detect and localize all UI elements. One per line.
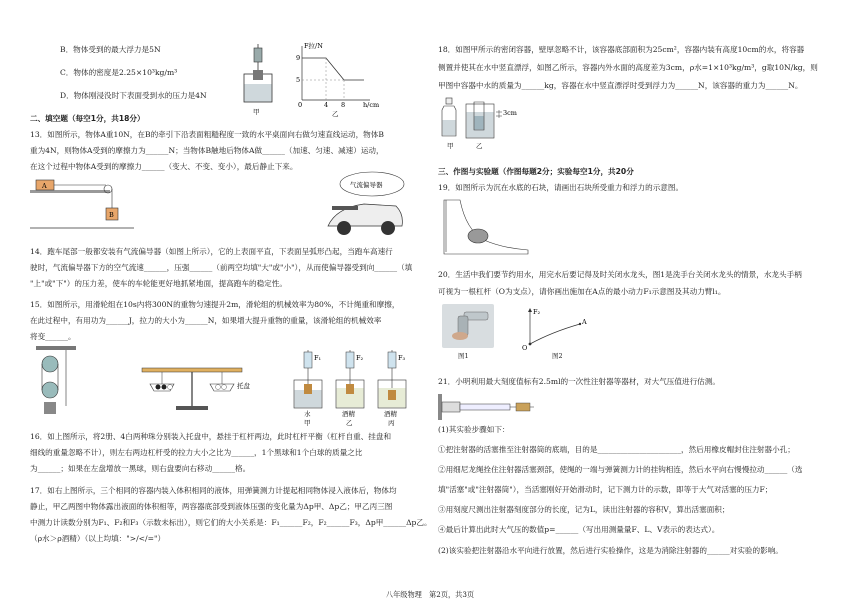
q14-line1: 14．跑车尾部一般都安装有气流偏导器（如图上所示），它的上表面平直，下表面呈弧形凸起，当跑车高速行 bbox=[30, 247, 393, 256]
pulley-table-figure bbox=[30, 178, 140, 238]
label-f1: F₁ bbox=[314, 354, 322, 362]
q16-line1: 16．如上图所示，将2册、4白两种珠分别装入托盘中，悬挂于杠杆两边，此时杠杆平衡（杠杆自重、挂盘和 bbox=[30, 432, 392, 441]
block-b-label: B bbox=[109, 211, 114, 219]
graph-x4: 4 bbox=[324, 101, 329, 109]
q21-step5: ④最后计算出此时大气压的数值p=______（写出用测量量F、L、V表示的表达式）。 bbox=[438, 525, 720, 534]
q20-line2: 可视为一根杠杆（O为支点），请你画出施加在A点的最小动力F₁示意图及其动力臂l₁。 bbox=[438, 287, 726, 296]
label-alcohol-1: 酒精 bbox=[342, 410, 355, 418]
q17-line2: 静止，甲乙两图中物体露出液面的体积相等，两容器底部受到液体压强的变化量为Δp甲、Δp乙；甲乙丙三图 bbox=[30, 502, 393, 511]
q15-line3: 将变______。 bbox=[30, 332, 76, 341]
q18-line3: 甲图中容器中水的质量为______kg，容器在水中竖直漂浮时受到浮力为______N，该容器的重力为______N。 bbox=[438, 81, 803, 90]
section-2-heading: 二、填空题（每空1分，共18分） bbox=[30, 114, 145, 123]
q17-line4: （ρ水＞ρ酒精）（以上均填：">/</="） bbox=[30, 534, 166, 543]
cap-jia: 甲 bbox=[304, 419, 311, 427]
q14-line3: "上"或"下"）的压力差，使车的车轮能更好地抓紧地面，提高跑车的稳定性。 bbox=[30, 279, 287, 288]
label-alcohol-2: 酒精 bbox=[384, 410, 397, 418]
q20-line1: 20．生活中我们要节约用水，用完水后要记得及时关闭水龙头，图1是洗手台关闭水龙头的情景，水龙头手柄 bbox=[438, 270, 802, 279]
beaker-diagram bbox=[244, 44, 272, 102]
q21-step0: (1)其实验步骤如下： bbox=[438, 425, 510, 434]
bottle-yi bbox=[466, 102, 517, 138]
page-footer: 八年级物理 第2页，共3页 bbox=[385, 590, 475, 599]
fig-cap-yi: 乙 bbox=[332, 110, 339, 118]
race-car-figure bbox=[322, 168, 406, 242]
q15-line1: 15．如图所示，用滑轮组在10s内将300N的重物匀速提升2m，滑轮组的机械效率为80%，不计绳重和摩擦， bbox=[30, 300, 400, 309]
label-o: O bbox=[522, 344, 528, 352]
bottle-cap-jia: 甲 bbox=[447, 142, 454, 150]
q13-line2: 重为4N，则物体A受到的摩擦力为______N；当物体B触地后物体A做______（加速、匀速、减速）运动， bbox=[30, 146, 384, 155]
block-a-label: A bbox=[42, 182, 47, 190]
fig-cap-jia: 甲 bbox=[253, 108, 260, 116]
q13-line1: 13．如图所示，物体A重10N，在B的牵引下沿表面粗糙程度一致的水平桌面向右做匀速直线运动，物体B bbox=[30, 130, 384, 139]
graph-y5: 5 bbox=[296, 76, 301, 84]
label-water: 水 bbox=[304, 410, 311, 418]
cap-yi: 乙 bbox=[346, 419, 353, 427]
label-f3: F₃ bbox=[398, 354, 406, 362]
option-d: D．物体刚浸没时下表面受到水的压力是4N bbox=[60, 91, 207, 100]
dim-3cm: 3cm bbox=[503, 109, 517, 117]
q14-line2: 驶时，气流偏导器下方的空气流速______，压强______（前两空均填"大"或"小"），从而使偏导器受到向______（填 bbox=[30, 263, 413, 272]
q13-line3: 在这个过程中物体A受到的摩擦力______（变大、不变、变小），最后静止下来。 bbox=[30, 162, 298, 171]
bottle-figure bbox=[442, 96, 522, 152]
q21-step6: (2)该实验把注射器沿水平向进行放置，然后进行实验操作，这是为消除注射器的______对实验的影响。 bbox=[438, 546, 783, 555]
q17-line1: 17．如右上图所示，三个相同的容器内装入体积相同的液体，用弹簧测力计提起相同物体浸入液体后，物体均 bbox=[30, 486, 397, 495]
beaker-yi bbox=[336, 350, 364, 427]
q21-intro: 21．小明利用最大刻度值标有2.5ml的一次性注射器等器材，对大气压值进行估测。 bbox=[438, 377, 720, 386]
force-depth-graph bbox=[296, 41, 379, 109]
cap-bing: 丙 bbox=[388, 419, 395, 427]
label-a: A bbox=[582, 318, 587, 326]
q18-line1: 18．如图甲所示的密闭容器，壁厚忽略不计，该容器底部面积为25cm²，容器内装有高度10cm的水，将容器 bbox=[438, 45, 805, 54]
buoyancy-figure bbox=[240, 40, 390, 118]
syringe-figure bbox=[438, 392, 538, 422]
label-f2-arrow: F₂ bbox=[533, 308, 541, 316]
q15-line2: 在此过程中，有用功为______J，拉力的大小为______N，如果增大提升重物的重量，该滑轮组的机械效率 bbox=[30, 316, 382, 325]
lever-curve-figure bbox=[518, 304, 608, 356]
fig20-cap1: 图1 bbox=[458, 352, 469, 360]
q16-line3: 为______；如果在左盘增放一黑球，则右盘要向右移动______格。 bbox=[30, 464, 251, 473]
q21-step1: ①把注射器的活塞推至注射器筒的底端，目的是______________________，然后用橡皮帽封住注射器小孔； bbox=[438, 445, 795, 454]
q21-step4: ③用刻度尺测出注射器刻度部分的长度，记为L，读出注射器的容积V，算出活塞面积； bbox=[438, 505, 730, 514]
q21-step2: ②用细尼龙绳拴住注射器活塞颈部，使绳的一端与弹簧测力计的挂钩相连，然后水平向右慢慢拉动______（选 bbox=[438, 465, 803, 474]
three-beakers-figure bbox=[292, 348, 416, 428]
graph-y9: 9 bbox=[296, 54, 301, 62]
section-3-heading: 三、作图与实验题（作图每题2分；实验每空1分，共20分 bbox=[438, 167, 634, 176]
faucet-illustration bbox=[444, 306, 494, 346]
bottle-cap-yi: 乙 bbox=[476, 142, 483, 150]
q21-step3: 填"活塞"或"注射器筒"），当活塞刚好开始滑动时，记下测力计的示数，即等于大气对活塞的压力F； bbox=[438, 485, 773, 494]
pulley-system-figure bbox=[36, 346, 86, 418]
fig20-cap2: 图2 bbox=[552, 352, 563, 360]
beaker-bing bbox=[378, 350, 406, 427]
q16-line2: 细线的重量忽略不计），则左右两边杠杆受的拉力大小之比为______，1个黑球和1个白球的质量之比 bbox=[30, 448, 363, 457]
label-f2: F₂ bbox=[356, 354, 364, 362]
beaker-jia bbox=[294, 350, 322, 427]
deflector-badge: 气流偏导器 bbox=[350, 181, 383, 189]
graph-ylabel: F拉/N bbox=[304, 42, 323, 50]
q19-text: 19．如图所示为沉在水底的石块，请画出石块所受重力和浮力的示意图。 bbox=[438, 183, 684, 192]
bottle-jia bbox=[442, 98, 456, 136]
graph-xlabel: h/cm bbox=[363, 101, 380, 109]
option-b: B．物体受到的最大浮力是5N bbox=[60, 45, 161, 54]
stone-in-water-figure bbox=[442, 200, 532, 254]
q18-line2: 侧置并使其在水中竖直漂浮，如图乙所示，容器内外水面的高度差为3cm，ρ水=1×10³kg/m³，g取10N/kg，则 bbox=[438, 63, 818, 72]
graph-x8: 8 bbox=[341, 101, 346, 109]
lever-balance-figure bbox=[140, 364, 250, 418]
graph-x0: 0 bbox=[298, 101, 303, 109]
q17-line3: 中测力计读数分别为F₁、F₂和F₃（示数未标出），则它们的大小关系是：F₁______F₂，F₂______F₃，Δp甲______Δp乙。 bbox=[30, 518, 432, 527]
tray-label: 托盘 bbox=[237, 382, 250, 390]
option-c: C．物体的密度是2.25×10³kg/m³ bbox=[60, 68, 178, 77]
